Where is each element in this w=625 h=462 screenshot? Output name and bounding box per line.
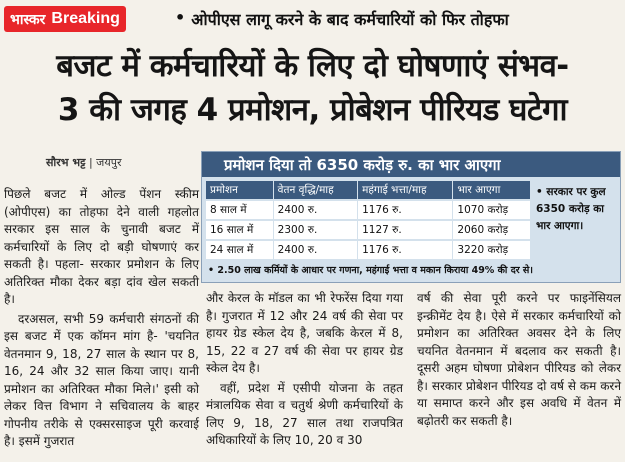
info-box — [201, 151, 621, 283]
table-cell: 3220 करोड़ — [453, 240, 531, 259]
byline-author: सौरभ भट्ट — [46, 156, 86, 169]
table-header: प्रमोशन — [206, 181, 273, 200]
table-cell: 1070 करोड़ — [453, 200, 531, 220]
byline — [46, 155, 121, 170]
article-paragraph: पिछले बजट में ओल्ड पेंशन स्कीम (ओपीएस) का तोहफा देने वाली गहलोत सरकार इस साल के चुनावी बजट में कर्मचारियों के लिए दो बड़ी घोषणाएं कर सकती है। पहला- सरकार प्रमोशन के लिए अतिरिक्त मौका देकर बड़ा दांव खेल सकती है। — [4, 187, 199, 306]
headline-line-2: 3 की जगह 4 प्रमोशन, प्रोबेशन पीरियड घटेगा — [57, 92, 568, 128]
byline-separator: | — [85, 156, 97, 169]
article-column-3 — [417, 290, 621, 432]
table-cell: 2400 रु. — [273, 200, 357, 220]
kicker-text: ओपीएस लागू करने के बाद कर्मचारियों को फिर तोहफा — [191, 10, 509, 29]
table-cell: 16 साल में — [206, 220, 273, 240]
headline-line-1: बजट में कर्मचारियों के लिए दो घोषणाएं संभव- — [56, 48, 569, 84]
table-header: भार आएगा — [453, 181, 531, 200]
kicker-bullet: • — [175, 8, 186, 27]
info-box-footnote: • 2.50 लाख कर्मियों के आधार पर गणना, महंगाई भत्ता व मकान किराया 49% की दर से। — [208, 265, 533, 276]
article-paragraph: वहीं, प्रदेश में एसीपी योजना के तहत मंत्रालयिक सेवा व चतुर्थ श्रेणी कर्मचारियों के लिए 9, 18, 27 साल तथा राजपत्रित अधिकारियों के लिए 10, 20 व 30 — [206, 380, 403, 447]
top-strip — [0, 0, 625, 36]
article-paragraph: और केरल के मॉडल का भी रेफरेंस दिया गया है। गुजरात में 12 और 24 वर्ष की सेवा पर हायर ग्रेड स्केल देय है, जबकि केरल में 8, 15, 22 व 27 वर्ष की सेवा पर हायर ग्रेड स्केल देय है। — [206, 291, 403, 375]
headline — [0, 44, 625, 132]
table-cell: 1127 रु. — [358, 220, 453, 240]
table-cell: 1176 रु. — [358, 240, 453, 259]
table-cell: 8 साल में — [206, 200, 273, 220]
table-header: वेतन वृद्धि/माह — [273, 181, 357, 200]
table-cell: 2300 रु. — [273, 220, 357, 240]
table-cell: 1176 रु. — [358, 200, 453, 220]
table-row — [206, 240, 531, 259]
info-box-note: • सरकार पर कुल 6350 करोड़ का भार आएगा। — [536, 186, 606, 232]
byline-place: जयपुर — [96, 156, 122, 169]
brand-name: भास्कर — [10, 11, 46, 28]
article-column-2 — [206, 290, 403, 452]
table-cell: 24 साल में — [206, 240, 273, 259]
info-box-title: प्रमोशन दिया तो 6350 करोड़ रु. का भार आएगा — [202, 152, 620, 177]
brand-logo — [4, 6, 126, 32]
kicker — [175, 8, 509, 30]
article-column-1 — [4, 186, 199, 453]
article-paragraph: दरअसल, सभी 59 कर्मचारी संगठनों की इस बजट में एक कॉमन मांग है- 'चयनित वेतनमान 9, 18, 27 साल के स्थान पर 8, 16, 24 और 32 साल किया जाए। यानी प्रमोशन का अतिरिक्त मौका मिले।' इसी को लेकर वित्त विभाग ने सचिवालय के बाहर गोपनीय तरीके से एक्सरसाइज पूरी करवाई है। इसमें गुजरात — [4, 311, 199, 448]
table-row — [206, 200, 531, 220]
table-header: महंगाई भत्ता/माह — [358, 181, 453, 200]
table-row — [206, 220, 531, 240]
table-cell: 2060 करोड़ — [453, 220, 531, 240]
promotion-table — [206, 181, 531, 259]
breaking-label: Breaking — [51, 10, 120, 27]
table-header-row — [206, 181, 531, 200]
article-paragraph: वर्ष की सेवा पूरी करने पर फाइनेंसियल इन्क्रीमेंट देय है। ऐसे में सरकार कर्मचारियों को प्रमोशन का अतिरिक्त अवसर देने के लिए चयनित वेतनमान में बदलाव कर सकती है। दूसरी अहम घोषणा प्रोबेशन पीरियड को लेकर है। सरकार प्रोबेशन पीरियड दो वर्ष से कम करने या समाप्त करने और इस अवधि में वेतन में बढ़ोतरी कर सकती है। — [417, 291, 621, 428]
table-cell: 2400 रु. — [273, 240, 357, 259]
